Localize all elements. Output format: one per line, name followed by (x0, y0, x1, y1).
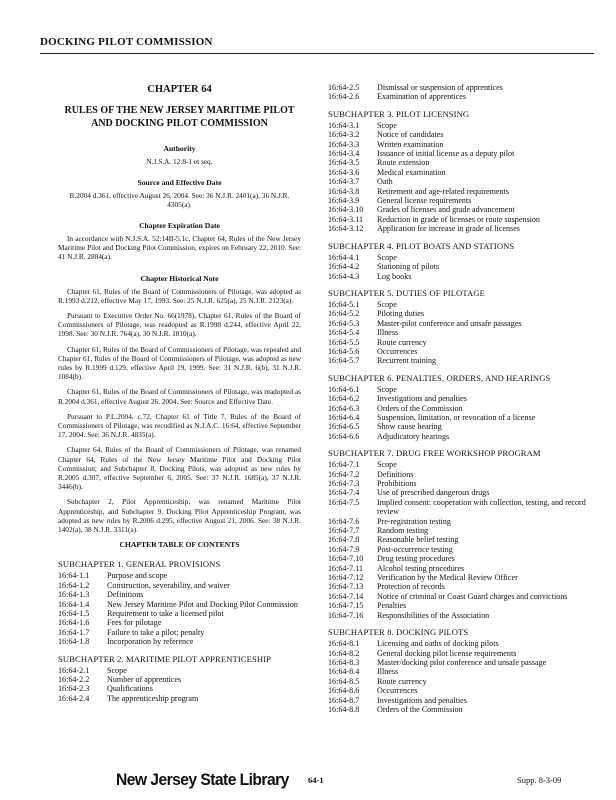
section-title: Prohibitions (377, 479, 417, 488)
history-paragraph: Chapter 61, Rules of the Board of Commissioners of Pilotage, was adopted as R.1993 d.212, effective May 17, 1993. See: 25 N.J.R. 625(a), 25 N.J.R. 2123(a). (58, 286, 301, 305)
toc-entry (328, 215, 596, 224)
toc-entry (328, 309, 596, 318)
toc-entry (328, 168, 596, 177)
toc-entry (328, 611, 596, 620)
toc-entry (58, 666, 301, 675)
section-title: Scope (377, 460, 397, 470)
toc-entry (328, 253, 596, 262)
toc-entry (328, 649, 596, 658)
subchapter-heading: SUBCHAPTER 4. PILOT BOATS AND STATIONS (328, 240, 515, 251)
section-title: Occurrences (377, 346, 418, 356)
section-number: 16:64-7.7 (328, 526, 360, 536)
subchapter-sections (328, 121, 596, 234)
section-title: Medical examination (377, 167, 446, 177)
section-number: 16:64-7.13 (328, 582, 364, 592)
section-title: Scope (377, 120, 397, 130)
toc-entry (328, 535, 596, 544)
history-paragraph: Subchapter 2, Pilot Apprenticeship, was renamed Maritime Pilot Apprenticeship, and Subchapter 9, Docking Pilot Apprenticeship Program, was adopted as new rules by R.2006 d.295, effective August 21, 2006. See: 38 N.J.R. 1402(a), 38 N.J.R. 3311(a). (58, 497, 301, 535)
toc-entry (58, 628, 301, 637)
section-title: Implied consent: cooperation with collection, testing, and record review (377, 497, 586, 517)
section-title: Reasonable belief testing (377, 535, 459, 545)
toc-entry (328, 328, 596, 337)
toc-entry (328, 639, 596, 648)
section-title: Alcohol testing procedures (377, 563, 465, 573)
section-title: Issuance of initial license as a deputy pilot (377, 149, 515, 159)
subchapter-heading: SUBCHAPTER 5. DUTIES OF PILOTAGE (328, 287, 485, 298)
toc-entry (328, 196, 596, 205)
section-number: 16:64-7.10 (328, 554, 364, 564)
section-title: Route extension (377, 158, 430, 168)
section-number: 16:64-2.2 (58, 674, 90, 684)
section-number: 16:64-6.4 (328, 412, 360, 422)
section-number: 16:64-7.1 (328, 460, 360, 470)
section-title: Post-occurrence testing (377, 544, 453, 554)
section-number: 16:64-8.8 (328, 704, 360, 714)
expiration-heading: Chapter Expiration Date (139, 221, 220, 230)
section-number: 16:64-8.2 (328, 648, 360, 658)
page-number: 64-1 (308, 775, 324, 785)
toc-entry (328, 347, 596, 356)
section-title: Master-pilot conference and unsafe passages (377, 318, 522, 328)
history-notes (58, 287, 301, 535)
toc-entry (328, 149, 596, 158)
toc-entry (328, 385, 596, 394)
section-number: 16:64-7.14 (328, 591, 364, 601)
toc-entry (58, 694, 301, 703)
toc-entry (328, 300, 596, 309)
section-number: 16:64-3.7 (328, 177, 360, 187)
section-number: 16:64-5.4 (328, 328, 360, 338)
section-number: 16:64-3.11 (328, 214, 363, 224)
running-header: DOCKING PILOT COMMISSION (40, 36, 213, 48)
toc-entry (328, 177, 596, 186)
section-title: Application for increase in grade of licenses (377, 224, 520, 234)
section-title: Fees for pilotage (107, 618, 162, 628)
section-title: Examination of apprentices (377, 92, 466, 102)
subchapter-sections (58, 666, 301, 704)
section-number: 16:64-3.10 (328, 205, 364, 215)
subchapter-heading: SUBCHAPTER 6. PENALTIES, ORDERS, AND HEARINGS (328, 372, 551, 383)
toc-heading: CHAPTER TABLE OF CONTENTS (119, 540, 240, 550)
toc-entry (328, 158, 596, 167)
section-number: 16:64-1.8 (58, 637, 90, 647)
section-number: 16:64-1.3 (58, 590, 90, 600)
section-title: General docking pilot license requirements (377, 648, 517, 658)
source-text: R.2004 d.361, effective August 26, 2004. See: 36 N.J.R. 2401(a), 36 N.J.R. 4305(a). (69, 191, 290, 209)
toc-entry (328, 601, 596, 610)
toc-entry (328, 592, 596, 601)
section-title: Notice of criminal or Coast Guard charges and convictions (377, 591, 568, 601)
toc-entry (58, 600, 301, 609)
section-number: 16:64-8.5 (328, 676, 360, 686)
section-title: Scope (377, 384, 397, 394)
toc-entry (328, 554, 596, 563)
section-title: Orders of the Commission (377, 403, 463, 413)
section-title: Licensing and oaths of docking pilots (377, 639, 499, 649)
history-paragraph: Pursuant to P.L.2004, c.72, Chapter 61 of Title 7, Rules of the Board of Commissioners of Pilotage, was recodified as N.J.A.C. 16:64, effective September 17, 2004. See: 36 N.J.R. 4835(a). (58, 411, 301, 440)
section-title: New Jersey Maritime Pilot and Docking Pilot Commission (107, 599, 298, 609)
subchapter-heading: SUBCHAPTER 2. MARITIME PILOT APPRENTICESHIP (58, 653, 272, 664)
toc-entry (328, 488, 596, 497)
section-title: Route currency (377, 676, 427, 686)
section-title: Piloting duties (377, 309, 424, 319)
toc-entry (328, 224, 596, 233)
section-title: Pre-registration testing (377, 516, 451, 526)
section-number: 16:64-1.6 (58, 618, 90, 628)
toc-entry (328, 686, 596, 695)
section-number: 16:64-5.7 (328, 356, 360, 366)
subchapter-heading: SUBCHAPTER 8. DOCKING PILOTS (328, 627, 469, 638)
section-title: Occurrences (377, 686, 418, 696)
section-number: 16:64-1.1 (58, 571, 90, 581)
section-title: Oath (377, 177, 393, 187)
toc-entry (328, 460, 596, 469)
section-title: Notice of candidates (377, 130, 444, 140)
section-number: 16:64-8.1 (328, 639, 360, 649)
toc-entry (328, 667, 596, 676)
toc-entry (328, 205, 596, 214)
toc-entry (328, 319, 596, 328)
section-title: Reduction in grade of licenses or route suspension (377, 214, 540, 224)
left-toc (58, 559, 301, 703)
section-number: 16:64-7.6 (328, 516, 360, 526)
subchapter-sections (328, 460, 596, 620)
toc-entry (58, 675, 301, 684)
section-number: 16:64-7.2 (328, 469, 360, 479)
section-title: Dismissal or suspension of apprentices (377, 83, 503, 92)
toc-entry (58, 637, 301, 646)
toc-entry (328, 470, 596, 479)
section-title: Written examination (377, 139, 444, 149)
section-title: Suspension, limitation, or revocation of a license (377, 412, 536, 422)
section-number: 16:64-6.1 (328, 384, 360, 394)
subchapter-sections (328, 385, 596, 441)
section-number: 16:64-2.5 (328, 83, 360, 92)
section-number: 16:64-2.1 (58, 665, 90, 675)
section-number: 16:64-1.5 (58, 608, 90, 618)
section-title: Recurrent training (377, 356, 437, 366)
header-rule (40, 53, 594, 54)
section-number: 16:64-2.6 (328, 92, 360, 102)
section-title: Adjudicatory hearings (377, 431, 450, 441)
section-title: Orders of the Commission (377, 704, 463, 714)
toc-entry (328, 573, 596, 582)
section-number: 16:64-6.5 (328, 422, 360, 432)
section-number: 16:64-2.4 (58, 693, 90, 703)
section-number: 16:64-7.11 (328, 563, 363, 573)
section-title: Scope (377, 252, 397, 262)
toc-entry (328, 356, 596, 365)
section-title: Purpose and scope (107, 571, 168, 581)
expiration-text: In accordance with N.J.S.A. 52:14B-5.1c, Chapter 64, Rules of the New Jersey Maritime Pilot and Docking Pilot Commission, expires on February 22, 2010. See: 41 N.J.R. 2884(a). (58, 234, 301, 262)
section-number: 16:64-3.6 (328, 167, 360, 177)
section-number: 16:64-5.1 (328, 299, 360, 309)
history-heading: Chapter Historical Note (140, 273, 219, 283)
section-title: Use of prescribed dangerous drugs (377, 488, 490, 498)
section-title: Verification by the Medical Review Officer (377, 573, 518, 583)
authority-heading: Authority (163, 144, 196, 153)
subchapter-heading: SUBCHAPTER 3. PILOT LICENSING (328, 108, 470, 119)
section-title: Responsibilities of the Association (377, 610, 490, 620)
toc-entry (328, 658, 596, 667)
section-title: Protection of records (377, 582, 445, 592)
section-number: 16:64-7.9 (328, 544, 360, 554)
authority-text: N.J.S.A. 12:8-1 et seq. (146, 157, 213, 166)
toc-entry (328, 526, 596, 535)
right-column (328, 83, 596, 721)
section-title: Construction, severability, and waiver (107, 580, 230, 590)
section-number: 16:64-1.7 (58, 627, 90, 637)
source-heading: Source and Effective Date (137, 178, 222, 187)
section-number: 16:64-3.9 (328, 196, 360, 206)
section-title: Illness (377, 667, 399, 677)
toc-entry (328, 272, 596, 281)
left-column (58, 84, 301, 710)
section-title: Scope (107, 665, 127, 675)
section-number: 16:64-1.2 (58, 580, 90, 590)
toc-entry (328, 432, 596, 441)
section-title: Investigations and penalties (377, 695, 467, 705)
section-number: 16:64-4.3 (328, 271, 360, 281)
toc-entry (328, 545, 596, 554)
section-title: Number of apprentices (107, 674, 182, 684)
section-number: 16:64-7.8 (328, 535, 360, 545)
toc-entry (328, 705, 596, 714)
section-number: 16:64-7.4 (328, 488, 360, 498)
subchapter-heading: SUBCHAPTER 1. GENERAL PROVISIONS (58, 559, 221, 570)
section-title: Investigations and penalties (377, 394, 467, 404)
toc-entry (328, 498, 596, 517)
section-number: 16:64-7.3 (328, 479, 360, 488)
section-number: 16:64-2.3 (58, 684, 90, 694)
toc-entry (328, 517, 596, 526)
subchapter-heading: SUBCHAPTER 7. DRUG FREE WORKSHOP PROGRAM (328, 448, 541, 459)
section-title: Scope (377, 299, 397, 309)
section-title: Master/docking pilot conference and unsafe passage (377, 657, 547, 667)
toc-entry (328, 140, 596, 149)
section-number: 16:64-1.4 (58, 599, 90, 609)
history-paragraph: Chapter 64, Rules of the Board of Commissioners of Pilotage, was renamed Chapter 64, Rules of the New Jersey Maritime Pilot and Docking Pilot Commission; and Subchapter 8, Docking Pilots, was adopted as new rules by R.2005 d.307, effective September 6, 2005. See: 37 N.J.R. 1685(a), 37 N.J.R. 3446(b). (58, 445, 301, 492)
section-number: 16:64-4.1 (328, 252, 360, 262)
history-paragraph: Chapter 61, Rules of the Board of Commissioners of Pilotage, was readopted as R.2004 d.361, effective August 26, 2004. See: Source and Effective Date. (58, 387, 301, 406)
section-number: 16:64-3.5 (328, 158, 360, 168)
section-number: 16:64-8.4 (328, 667, 360, 677)
section-title: General license requirements (377, 196, 472, 206)
section-number: 16:64-3.8 (328, 186, 360, 196)
toc-entry (328, 338, 596, 347)
subchapter-sections (328, 300, 596, 366)
subchapter-sections (328, 639, 596, 714)
section-number: 16:64-8.7 (328, 695, 360, 705)
toc-entry (328, 187, 596, 196)
section-number: 16:64-7.15 (328, 601, 364, 611)
toc-entry (328, 262, 596, 271)
section-title: Penalties (377, 601, 407, 611)
section-number: 16:64-8.3 (328, 657, 360, 667)
right-toc (328, 109, 596, 715)
toc-entry (328, 413, 596, 422)
toc-entry (328, 92, 596, 101)
section-title: Grades of licenses and grade advancement (377, 205, 515, 215)
section-title: Random testing (377, 526, 429, 536)
subchapter-sections (58, 571, 301, 646)
section-title: Drug testing procedures (377, 554, 455, 564)
toc-entry (58, 618, 301, 627)
subchapter-sections (328, 253, 596, 281)
section-number: 16:64-5.2 (328, 309, 360, 319)
toc-entry (58, 684, 301, 693)
toc-entry (328, 394, 596, 403)
history-paragraph: Pursuant to Executive Order No. 66(1978), Chapter 61, Rules of the Board of Commissioners of Pilotage, was readopted as R.1998 d.244, effective April 22, 1998. See: 30 N.J.R. 764(a), 30 N.J.R. 1810(a). (58, 311, 301, 339)
toc-entry (328, 696, 596, 705)
toc-continuation (328, 83, 596, 102)
section-number: 16:64-3.2 (328, 130, 360, 140)
section-title: Qualifications (107, 684, 153, 694)
section-number: 16:64-5.3 (328, 318, 360, 328)
section-number: 16:64-3.4 (328, 149, 360, 159)
toc-entry (328, 130, 596, 139)
section-number: 16:64-6.3 (328, 403, 360, 413)
section-title: Route currency (377, 337, 427, 347)
supplement-date: Supp. 8-3-09 (517, 775, 562, 785)
section-title: The apprenticeship program (107, 693, 199, 703)
section-number: 16:64-6.6 (328, 431, 360, 441)
toc-entry (328, 422, 596, 431)
toc-entry (58, 609, 301, 618)
chapter-title: RULES OF THE NEW JERSEY MARITIME PILOT AND DOCKING PILOT COMMISSION (64, 105, 295, 129)
section-number: 16:64-7.12 (328, 573, 364, 583)
toc-entry (58, 571, 301, 580)
section-number: 16:64-6.2 (328, 394, 360, 404)
section-number: 16:64-5.5 (328, 337, 360, 347)
toc-entry (328, 677, 596, 686)
section-title: Failure to take a pilot; penalty (107, 627, 205, 637)
section-title: Definitions (377, 469, 414, 479)
toc-entry (58, 581, 301, 590)
toc-entry (328, 479, 596, 488)
history-paragraph: Chapter 61, Rules of the Board of Commissioners of Pilotage, was repealed and Chapter 61, Rules of the Board of Commissioners of Pilotage, was adopted as new rules by R.1999 d.129, effective April 19, 1999. See: 31 N.J.R. 6(b), 31 N.J.R. 1084(b). (58, 344, 301, 382)
section-title: Definitions (107, 590, 144, 600)
section-number: 16:64-7.5 (328, 497, 360, 507)
section-number: 16:64-4.2 (328, 262, 360, 272)
toc-entry (328, 83, 596, 92)
section-title: Incorporation by reference (107, 637, 194, 647)
toc-entry (58, 590, 301, 599)
section-title: Requirement to take a licensed pilot (107, 608, 224, 618)
section-number: 16:64-8.6 (328, 686, 360, 696)
toc-entry (328, 121, 596, 130)
toc-entry (328, 564, 596, 573)
section-number: 16:64-3.1 (328, 120, 360, 130)
section-title: Log books (377, 271, 412, 281)
chapter-number: CHAPTER 64 (147, 84, 212, 95)
section-number: 16:64-3.3 (328, 139, 360, 149)
library-logo: New Jersey State Library (116, 770, 289, 789)
toc-entry (328, 404, 596, 413)
section-title: Retirement and age-related requirements (377, 186, 509, 196)
section-title: Stationing of pilots (377, 262, 440, 272)
section-number: 16:64-5.6 (328, 346, 360, 356)
section-number: 16:64-3.12 (328, 224, 364, 234)
section-number: 16:64-7.16 (328, 610, 364, 620)
toc-entry (328, 582, 596, 591)
section-title: Show cause hearing (377, 422, 442, 432)
section-title: Illness (377, 328, 399, 338)
